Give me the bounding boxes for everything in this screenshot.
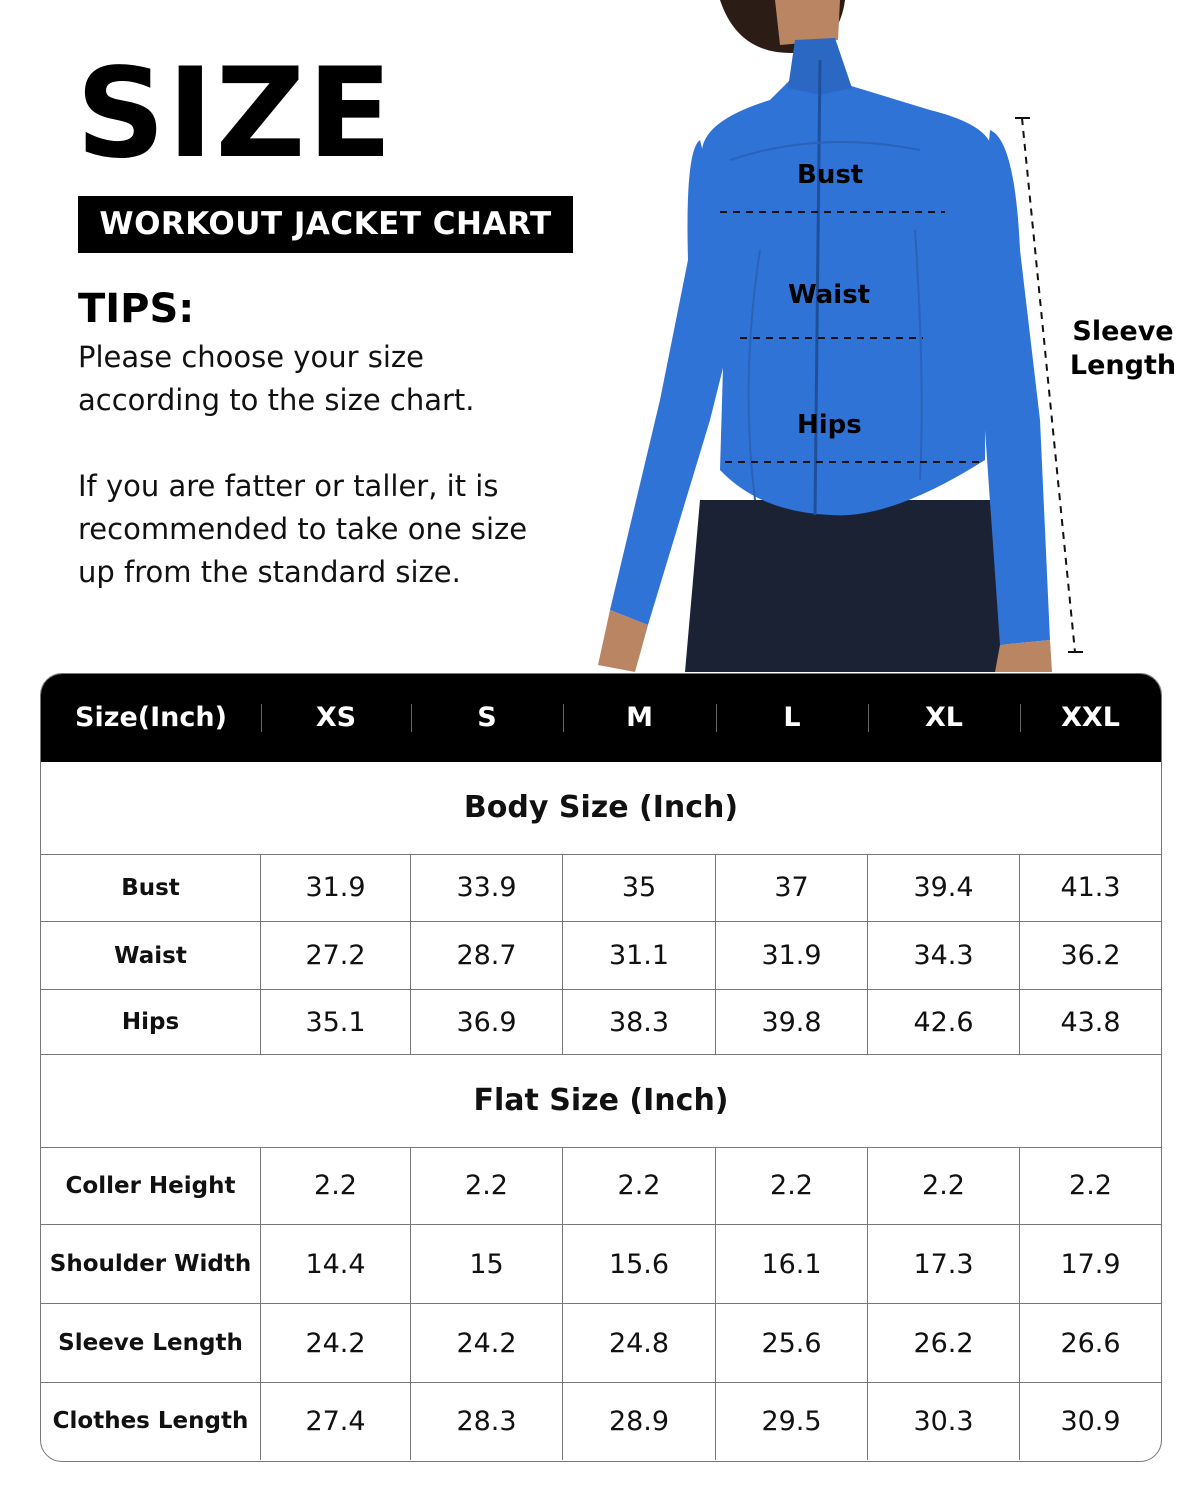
table-cell: 43.8 [1020, 990, 1161, 1055]
table-cell: 31.9 [716, 922, 868, 990]
tip-line: If you are fatter or taller, it is [78, 469, 499, 503]
table-cell: 27.4 [261, 1383, 411, 1460]
tip-line: recommended to take one size [78, 512, 528, 546]
right-hand-shape [995, 640, 1052, 672]
size-header-label: Size(Inch) [75, 702, 227, 733]
table-cell: 24.2 [411, 1304, 563, 1383]
table-cell: 15 [411, 1225, 563, 1304]
table-cell: 17.3 [868, 1225, 1020, 1304]
row-label: Waist [41, 922, 261, 990]
table-cell: 39.4 [868, 854, 1020, 922]
table-cell: 37 [716, 854, 868, 922]
table-cell: 15.6 [563, 1225, 716, 1304]
table-cell: 28.9 [563, 1383, 716, 1460]
table-cell: 14.4 [261, 1225, 411, 1304]
table-cell: 42.6 [868, 990, 1020, 1055]
header-separator [1020, 704, 1021, 732]
row-label: Coller Height [41, 1147, 261, 1225]
table-cell: 29.5 [716, 1383, 868, 1460]
tips-heading: TIPS: [78, 286, 195, 332]
table-cell: 25.6 [716, 1304, 868, 1383]
header-separator [261, 704, 262, 732]
table-cell: 16.1 [716, 1225, 868, 1304]
table-cell: 36.2 [1020, 922, 1161, 990]
table-cell: 35.1 [261, 990, 411, 1055]
sleeve-label-line-1: Sleeve [1072, 316, 1174, 347]
table-cell: 24.2 [261, 1304, 411, 1383]
table-cell: 31.9 [261, 854, 411, 922]
bust-label: Bust [797, 160, 864, 190]
waist-label: Waist [788, 280, 871, 310]
table-cell: 28.7 [411, 922, 563, 990]
table-cell: 2.2 [1020, 1147, 1161, 1225]
table-cell: 26.2 [868, 1304, 1020, 1383]
section-title: Body Size (Inch) [41, 762, 1161, 855]
table-cell: 2.2 [411, 1147, 563, 1225]
tip-line: Please choose your size [78, 340, 424, 374]
table-header [41, 674, 1161, 762]
header-separator [563, 704, 564, 732]
table-cell: 39.8 [716, 990, 868, 1055]
hips-label: Hips [797, 410, 862, 440]
jacket-body-shape [702, 40, 992, 515]
leggings-shape [685, 500, 1005, 672]
size-table [40, 673, 1162, 1462]
size-header-xl: XL [924, 702, 964, 733]
table-cell: 30.3 [868, 1383, 1020, 1460]
row-label: Shoulder Width [41, 1225, 261, 1304]
table-cell: 34.3 [868, 922, 1020, 990]
row-label: Bust [41, 854, 261, 922]
section-title: Flat Size (Inch) [41, 1055, 1161, 1148]
size-header-m: M [626, 702, 653, 733]
header-separator [411, 704, 412, 732]
row-label: Sleeve Length [41, 1304, 261, 1383]
table-cell: 27.2 [261, 922, 411, 990]
table-cell: 33.9 [411, 854, 563, 922]
table-cell: 31.1 [563, 922, 716, 990]
page-title: SIZE [76, 42, 395, 186]
table-cell: 2.2 [868, 1147, 1020, 1225]
table-cell: 28.3 [411, 1383, 563, 1460]
table-cell: 2.2 [716, 1147, 868, 1225]
tip-line: according to the size chart. [78, 383, 475, 417]
table-cell: 38.3 [563, 990, 716, 1055]
table-cell: 24.8 [563, 1304, 716, 1383]
size-header-xs: XS [315, 702, 357, 733]
size-header-xxl: XXL [1061, 702, 1120, 733]
tip-paragraph-1 [78, 336, 598, 422]
chart-subtitle: WORKOUT JACKET CHART [78, 196, 573, 253]
size-header-l: L [783, 702, 801, 733]
table-cell: 17.9 [1020, 1225, 1161, 1304]
sleeve-length-label [1068, 315, 1178, 383]
table-cell: 30.9 [1060, 1406, 1121, 1437]
table-cell: 26.6 [1020, 1304, 1161, 1383]
row-label: Clothes Length [41, 1383, 261, 1460]
header-separator [868, 704, 869, 732]
header-separator [716, 704, 717, 732]
tip-paragraph-2 [78, 465, 598, 594]
table-cell: 2.2 [261, 1147, 411, 1225]
row-label: Hips [41, 990, 261, 1055]
tip-line: up from the standard size. [78, 555, 461, 589]
table-cell: 41.3 [1020, 854, 1161, 922]
table-cell: 35 [563, 854, 716, 922]
table-cell: 36.9 [411, 990, 563, 1055]
size-header-s: S [477, 702, 497, 733]
sleeve-label-line-2: Length [1069, 350, 1177, 381]
table-cell: 2.2 [563, 1147, 716, 1225]
